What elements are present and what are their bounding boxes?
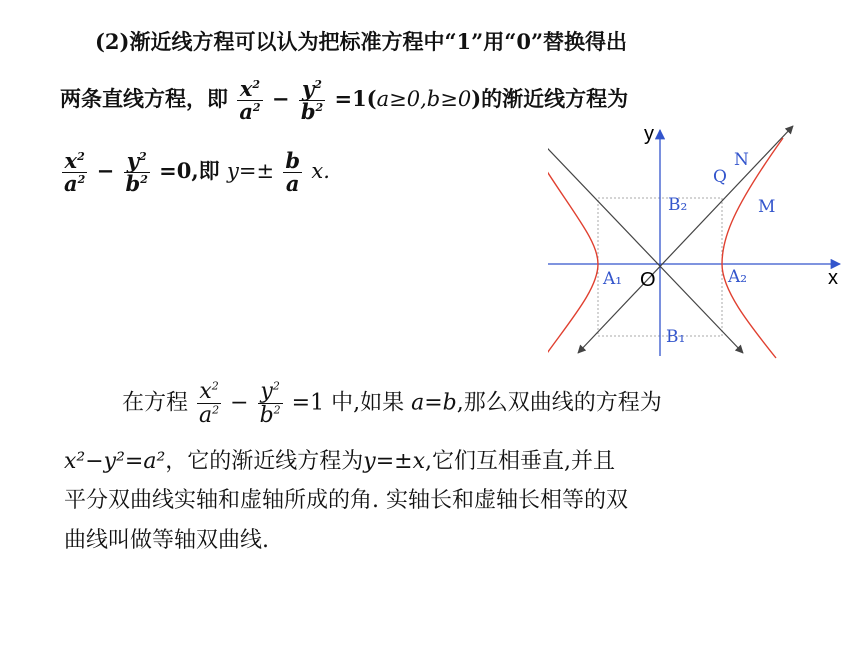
- frac-y2-b2-c: $\frac{y^2}{b^2}$: [259, 379, 281, 429]
- x-axis-label: x: [828, 267, 838, 289]
- frac-y2-b2-b: $\frac{y^2}{b^2}$: [125, 148, 148, 197]
- p1-line2-mid: =1(: [334, 86, 377, 112]
- origin-label: O: [640, 269, 656, 291]
- label-A1: A₁: [603, 269, 623, 289]
- p2-line2-eq: x²−y²=a²: [64, 449, 166, 474]
- label-Q: Q: [713, 167, 727, 187]
- p2-line2: [64, 444, 615, 475]
- p1-condition: a≥0,b≥0: [376, 87, 472, 112]
- p1-line3-y: y=±: [227, 159, 275, 184]
- label-A2: A₂: [728, 267, 748, 287]
- frac-x2-a2-b: $\frac{x^2}{a^2}$: [64, 148, 86, 197]
- p1-line1: [95, 26, 627, 56]
- label-B1: B₁: [666, 327, 686, 347]
- p1-line3-end: x.: [311, 159, 330, 184]
- label-B2: B₂: [668, 195, 688, 215]
- frac-x2-a2-c: $\frac{x^2}{a^2}$: [199, 379, 220, 429]
- hyperbola-figure: [548, 118, 848, 363]
- label-N: N: [734, 150, 749, 170]
- p2-line3-text: 平分双曲线实轴和虚轴所成的角. 实轴长和虚轴长相等的双: [64, 488, 628, 513]
- frac-x2-a2: $\frac{x^2}{a^2}$: [239, 76, 261, 125]
- p2-line1-ab: a=b: [411, 390, 457, 416]
- p1-line1-text: (2)渐近线方程可以认为把标准方程中“1”用“0”替换得出: [95, 29, 628, 54]
- p2-line1-prefix: 在方程: [122, 390, 189, 416]
- p2-line2-mid: ，它的渐近线方程为: [165, 449, 364, 474]
- frac-y2-b2: $\frac{y^2}{b^2}$: [300, 76, 324, 125]
- asymptote-negative: [548, 128, 743, 353]
- asymptote-positive: [578, 126, 793, 353]
- p2-line2-y: y=±x: [363, 449, 425, 474]
- label-M: M: [758, 197, 776, 217]
- p1-line3: $\frac{x^2}{a^2}$ − $\frac{y^2}{b^2}$ =0,即 y=± $\frac{b}{a}$ x.: [64, 148, 330, 197]
- p2-line1: 在方程 $\frac{x^2}{a^2}$ − $\frac{y^2}{b^2}$ =1 中,如果 a=b,那么双曲线的方程为: [122, 379, 662, 429]
- p2-line2-end: ,它们互相垂直,并且: [425, 449, 615, 474]
- y-axis-label: y: [644, 123, 654, 145]
- frac-b-a: $\frac{b}{a}$: [285, 148, 301, 197]
- p2-line4-text: 曲线叫做等轴双曲线.: [64, 528, 269, 553]
- hyperbola-left-branch: [548, 138, 598, 363]
- hyperbola-right-branch: [722, 138, 783, 358]
- p2-line3: [64, 483, 628, 514]
- p1-line2-prefix: 两条直线方程，即: [60, 86, 228, 112]
- p1-line2-suffix: )的渐近线方程为: [471, 86, 629, 112]
- p2-line1-suffix: ,那么双曲线的方程为: [456, 390, 662, 416]
- p1-line3-eq: =0,即: [159, 158, 220, 184]
- p2-line1-mid: =1 中,如果: [291, 390, 405, 416]
- p2-line4: [64, 523, 269, 554]
- p1-line2: 两条直线方程，即 $\frac{x^2}{a^2}$ − $\frac{y^2}{b^2}$ =1(a≥0,b≥0)的渐近线方程为: [60, 76, 629, 125]
